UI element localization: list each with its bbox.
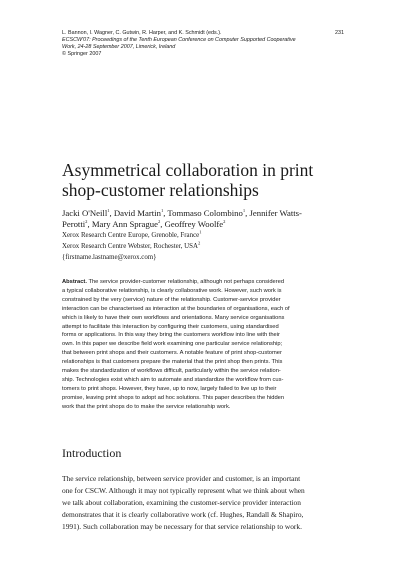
abstract-line: which is likely to have their own workflows and orientations. Many service organisations: [62, 314, 285, 321]
introduction-body: [62, 473, 344, 533]
affiliation-webster: Xerox Research Centre Webster, Rochester, USA$^2$: [62, 240, 201, 250]
body-line: one for CSCW. Although it may not typically represent what we think about when: [62, 486, 305, 495]
abstract-line: constrained by the very (service) nature of the relationship. Customer-service provider: [62, 296, 281, 303]
abstract-line: makes the standardization of workflows difficult, particularly within the service relation-: [62, 368, 281, 375]
body-line: The service relationship, between service provider and customer, is an important: [62, 474, 301, 483]
abstract-line: a typical collaborative relationship, is clearly collaborative work. However, such work is: [62, 287, 282, 294]
abstract-line: that between print shops and their customers. A notable feature of print shop-customer: [62, 350, 282, 357]
abstract-line: own. In this paper we describe field work examining one particular service relationship;: [62, 341, 283, 348]
header-venue: Work, 24-28 September 2007, Limerick, Ireland: [62, 44, 176, 50]
abstract: [62, 278, 344, 412]
affiliations: [62, 230, 352, 263]
abstract-line: attempt to facilitate this interaction by configuring their customers, using standardised: [62, 323, 279, 330]
body-line: 1991). Such collaboration may be necessary for that service relationship to work.: [62, 522, 302, 531]
abstract-label: Abstract.: [62, 279, 87, 285]
contact-email: {firstname.lastname@xerox.com}: [62, 254, 157, 261]
author-line-2: Perotti$^2$, Mary Ann Sprague$^2$, Geoffrey Woolfe$^2$: [62, 218, 226, 229]
affiliation-grenoble: Xerox Research Centre Europe, Grenoble, France$^1$: [62, 229, 202, 239]
title-line-1: Asymmetrical collaboration in print: [62, 160, 314, 180]
abstract-line: relationships is that customers prepare the material that the print shop then prints. This: [62, 359, 283, 366]
body-line: we talk about collaboration, examining the customer-service provider interaction: [62, 498, 301, 507]
paper-title: [62, 160, 352, 200]
abstract-first-line: [62, 278, 344, 287]
abstract-line: promise, leaving print shops to adopt ad hoc solutions. This paper describes the hidden: [62, 394, 285, 401]
abstract-line: forms or applications. In this way they bring the customers workflow into line with their: [62, 332, 280, 339]
abstract-line: interaction can be characterised as interaction at the boundaries of organisations, each of: [62, 305, 290, 312]
header-conference: ECSCW'07: Proceedings of the Tenth European Conference on Computer Supported Cooperative: [62, 37, 296, 43]
body-line: demonstrates that it is clearly collaborative work (cf. Hughes, Randall & Shapiro,: [62, 510, 304, 519]
abstract-line: ship. Technologies exist which aim to automate and standardize the workflow from cus-: [62, 376, 284, 383]
page-number: 231: [335, 30, 344, 36]
author-list: [62, 208, 352, 229]
copyright-text: © Springer 2007: [62, 51, 102, 57]
proceedings-header: [62, 30, 344, 58]
header-editors: L. Bannon, I. Wagner, C. Gutwin, R. Harper, and K. Schmidt (eds.).: [62, 30, 222, 36]
abstract-line: work that the print shops do to make the service relationship work.: [62, 403, 231, 410]
title-line-2: shop-customer relationships: [62, 180, 259, 200]
author-line-1: Jacki O'Neill$^1$, David Martin$^1$, Tommaso Colombino$^1$, Jennifer Watts-: [62, 208, 302, 218]
abstract-line: The service provider-customer relationship, although not perhaps considered: [88, 279, 285, 285]
section-heading-introduction: Introduction: [62, 446, 122, 460]
abstract-line: tomers to print shops. However, they have, up to now, largely failed to live up to their: [62, 385, 277, 392]
